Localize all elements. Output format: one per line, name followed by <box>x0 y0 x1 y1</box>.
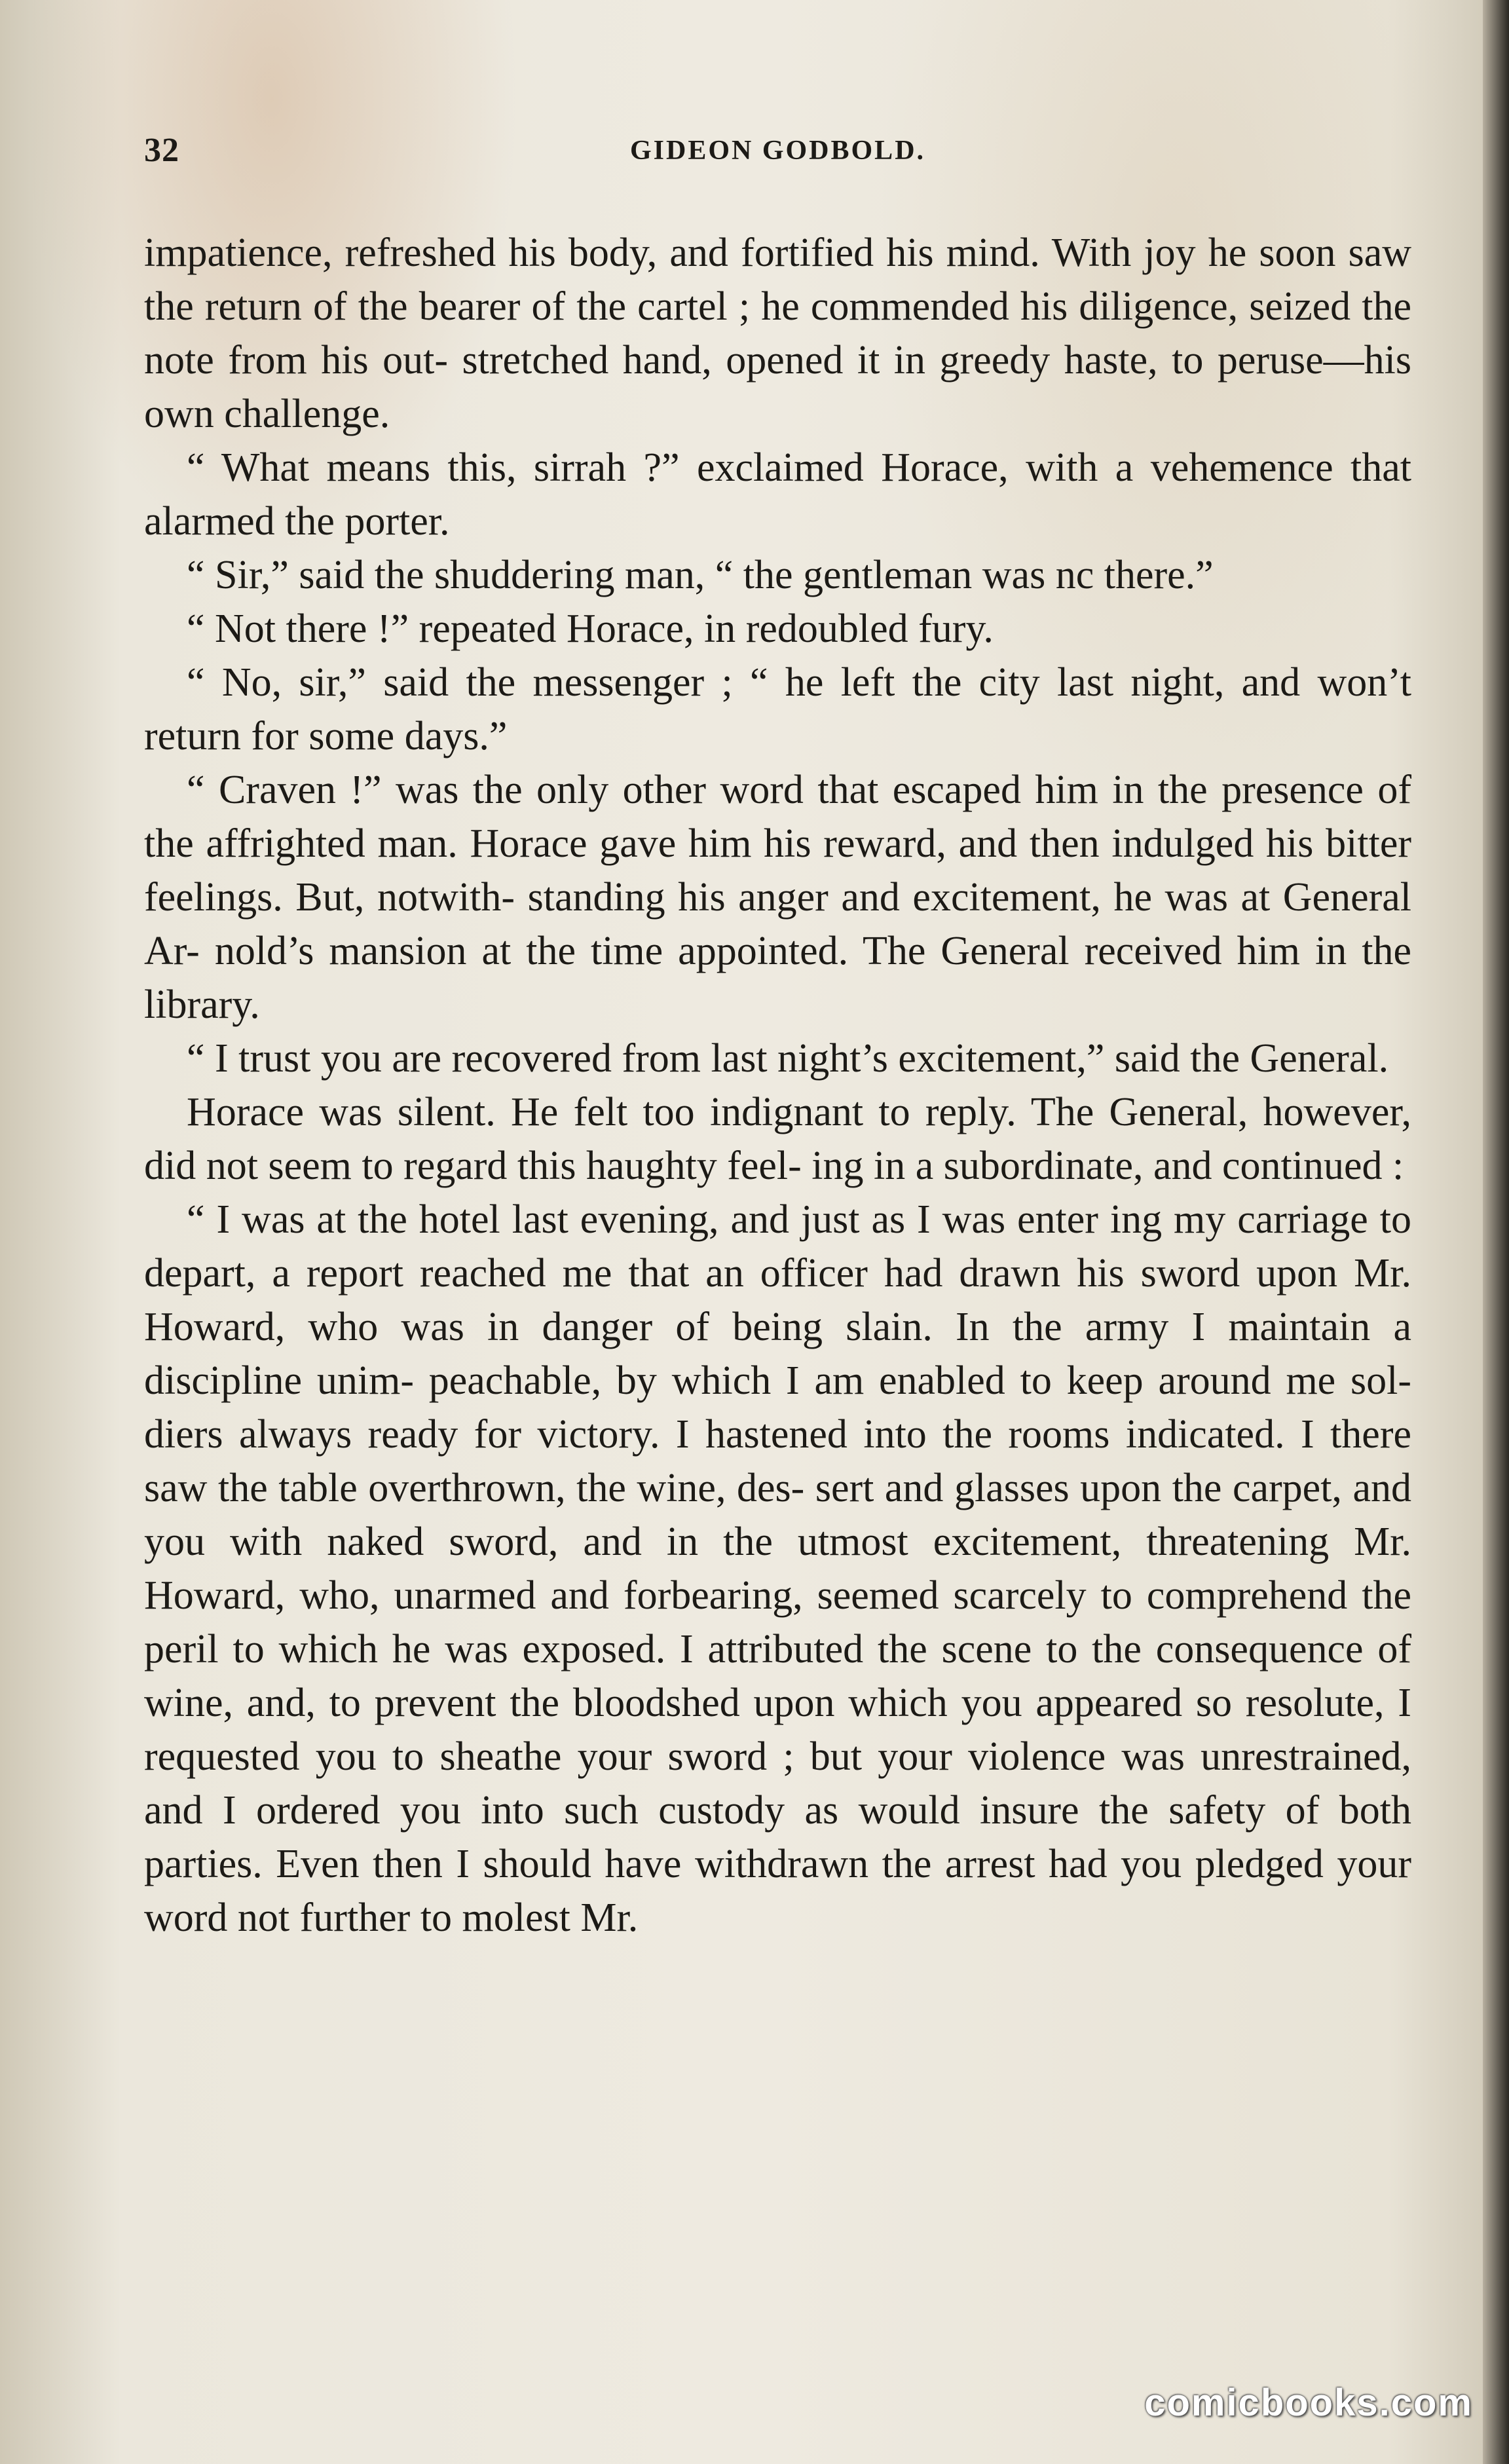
paragraph: “ Not there !” repeated Horace, in redoubled fury. <box>187 607 994 651</box>
paragraph: “ What means this, sirrah ?” exclaimed Horace, with a vehemence that alarmed the porter. <box>144 445 1411 544</box>
book-title: GIDEON GODBOLD. <box>629 136 926 166</box>
page-edge-shadow <box>1483 0 1509 2464</box>
paragraph: “ I was at the hotel last evening, and just as I was enter ing my carriage to depart, a report reached me that an officer had drawn his sword upon Mr. Howard, who was in danger of being slain. In the army I maintain a discipline unim- peachable, by which I am enabled to keep around me sol- diers always ready for victory. I hastened into the rooms indicated. I there saw the table overthrown, the wine, des- sert and glasses upon the carpet, and you with naked sword, and in the utmost excitement, threatening Mr. Howard, who, unarmed and forbearing, seemed scarcely to comprehend the peril to which he was exposed. I attributed the scene to the consequence of wine, and, to prevent the bloodshed upon which you appeared so resolute, I requested you to sheathe your sword ; but your violence was unrestrained, and I ordered you into such custody as would insure the safety of both parties. Even then I should have withdrawn the arrest had you pledged your word not further to molest Mr. <box>144 1197 1411 1940</box>
paragraph: “ No, sir,” said the messenger ; “ he left the city last night, and won’t return for some days.” <box>144 660 1411 758</box>
page-number: 32 <box>144 132 179 169</box>
paragraph: “ I trust you are recovered from last night’s excitement,” said the General. <box>187 1036 1389 1081</box>
body-text <box>144 226 1411 1945</box>
running-head <box>144 131 1411 183</box>
paragraph: “ Craven !” was the only other word that escaped him in the presence of the affrighted man. Horace gave him his reward, and then indulged his bitter feelings. But, notwith- standing his anger and excitement, he was at General Ar- nold’s mansion at the time appointed. The General received him in the library. <box>144 768 1411 1027</box>
watermark: comicbooks.com <box>1144 2381 1473 2424</box>
paragraph: Horace was silent. He felt too indignant to reply. The General, however, did not seem to regard this haughty feel- ing in a subordinate, and continued : <box>144 1090 1411 1188</box>
paragraph: impatience, refreshed his body, and fortified his mind. With joy he soon saw the return of the bearer of the cartel ; he commended his diligence, seized the note from his out- stretched hand, opened it in greedy haste, to peruse—his own challenge. <box>144 231 1411 436</box>
paragraph: “ Sir,” said the shuddering man, “ the gentleman was nc there.” <box>187 553 1214 597</box>
